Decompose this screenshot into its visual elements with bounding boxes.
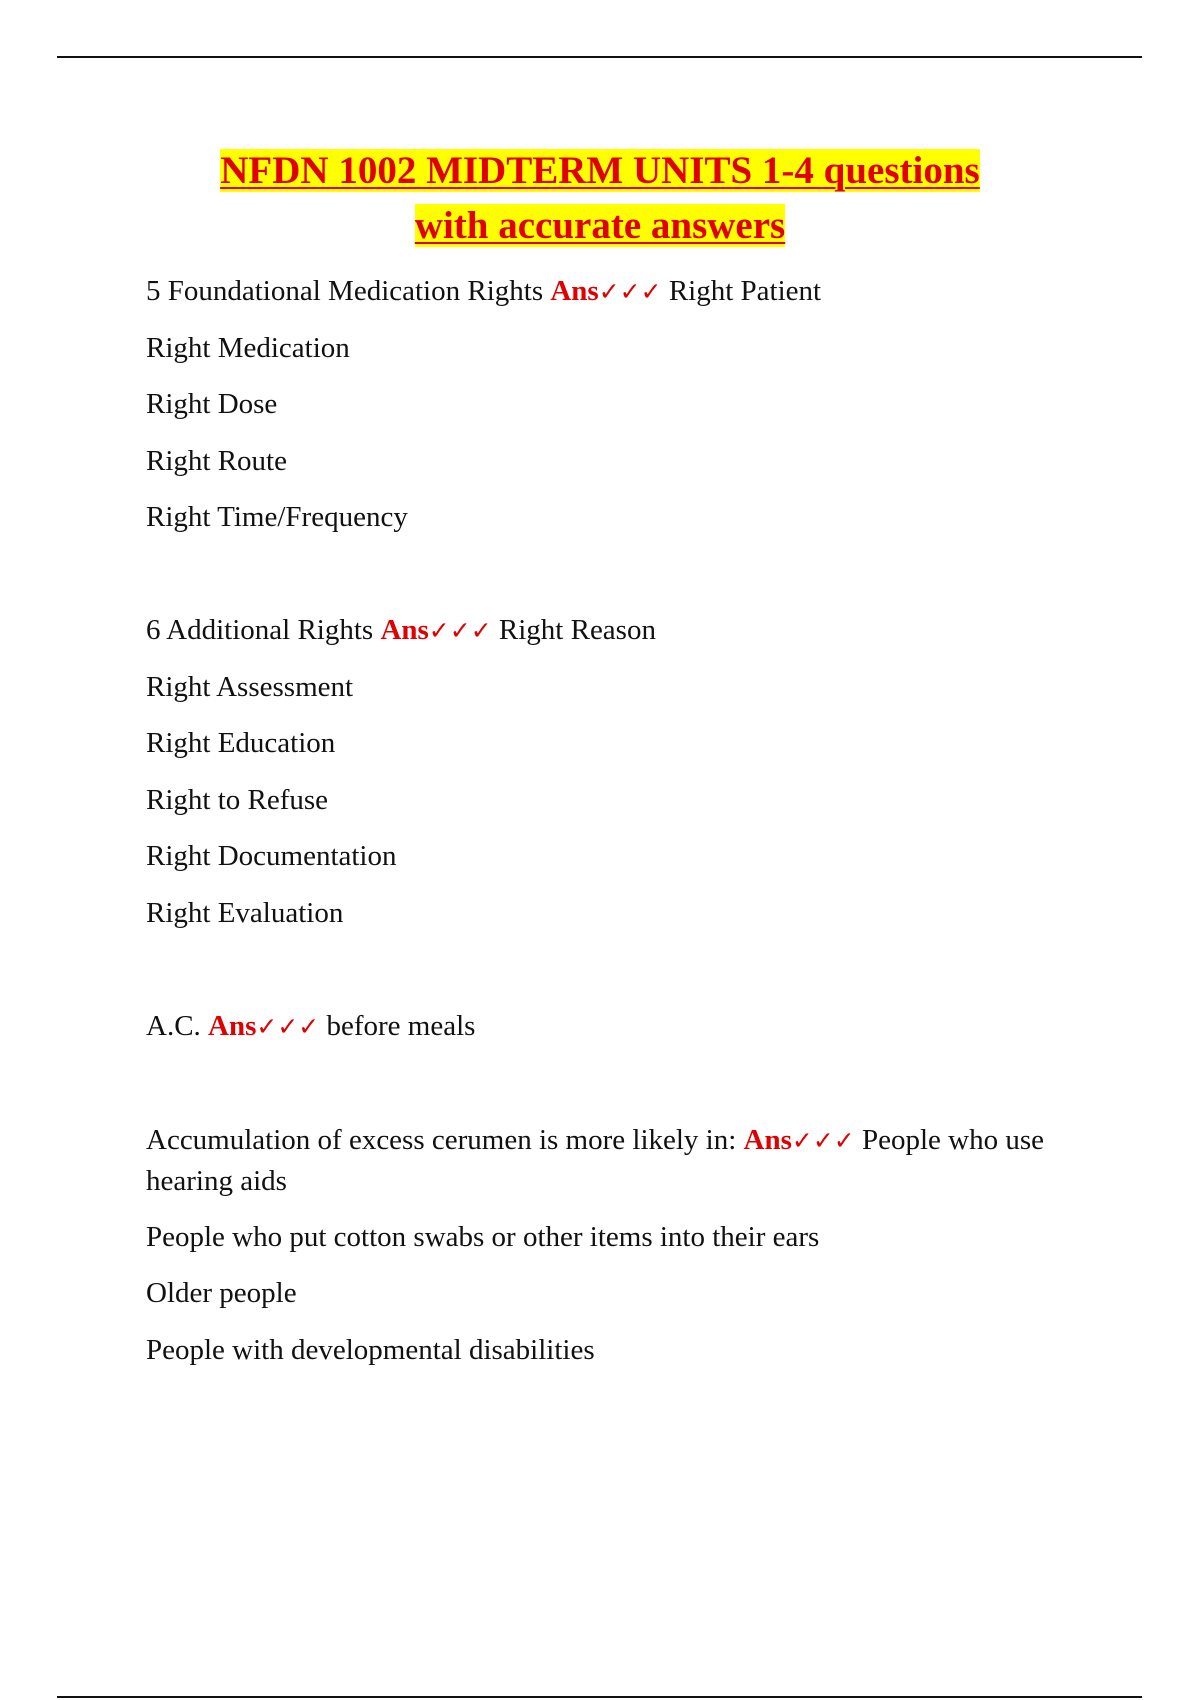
answer-line: Right Dose — [146, 388, 278, 420]
question-text: 5 Foundational Medication Rights — [146, 275, 544, 307]
answer-line: People who put cotton swabs or other items into their ears — [146, 1220, 820, 1253]
qa-question-line — [146, 605, 1066, 662]
answer-line: Right Documentation — [146, 840, 397, 872]
checkmark-icon: ✓✓✓ — [256, 1011, 320, 1041]
qa-question-line — [146, 1001, 1066, 1058]
spacer — [146, 944, 1066, 1001]
answer-label: Ans — [550, 275, 599, 307]
answer-line: Right Assessment — [146, 670, 354, 703]
title-line-1: NFDN 1002 MIDTERM UNITS 1-4 questions — [220, 149, 980, 192]
answer-label: Ans — [208, 1009, 257, 1042]
answer-line: Right Evaluation — [146, 896, 344, 929]
answer-text: Right Patient — [668, 275, 822, 307]
answer-line: Right Education — [146, 727, 336, 759]
question-text: A.C. — [146, 1009, 201, 1042]
checkmark-icon: ✓✓✓ — [598, 277, 662, 306]
title-line-2: with accurate answers — [414, 204, 786, 247]
qa-question-line — [146, 1114, 1066, 1212]
answer-label: Ans — [743, 1123, 792, 1156]
answer-line: Older people — [146, 1277, 297, 1309]
checkmark-icon: ✓✓✓ — [791, 1125, 855, 1155]
answer-line: Right to Refuse — [146, 783, 329, 816]
answer-line: People with developmental disabilities — [146, 1333, 595, 1366]
qa-list — [146, 266, 1066, 1381]
qa-question-line — [146, 266, 1066, 323]
checkmark-icon: ✓✓✓ — [428, 616, 492, 645]
spacer — [146, 549, 1066, 606]
answer-line: Right Medication — [146, 331, 350, 364]
answer-line: Right Route — [146, 444, 287, 477]
answer-text: Right Reason — [498, 614, 656, 646]
question-text: 6 Additional Rights — [146, 614, 374, 646]
answer-text: before meals — [326, 1009, 476, 1042]
answer-text: People who use hearing aids — [146, 1123, 1045, 1197]
bottom-rule — [57, 1696, 1142, 1698]
spacer — [146, 1057, 1066, 1114]
answer-label: Ans — [380, 614, 429, 646]
top-rule — [57, 56, 1142, 58]
page-title — [120, 143, 1080, 253]
answer-line: Right Time/Frequency — [146, 501, 408, 533]
question-text: Accumulation of excess cerumen is more likely in: — [146, 1123, 737, 1156]
